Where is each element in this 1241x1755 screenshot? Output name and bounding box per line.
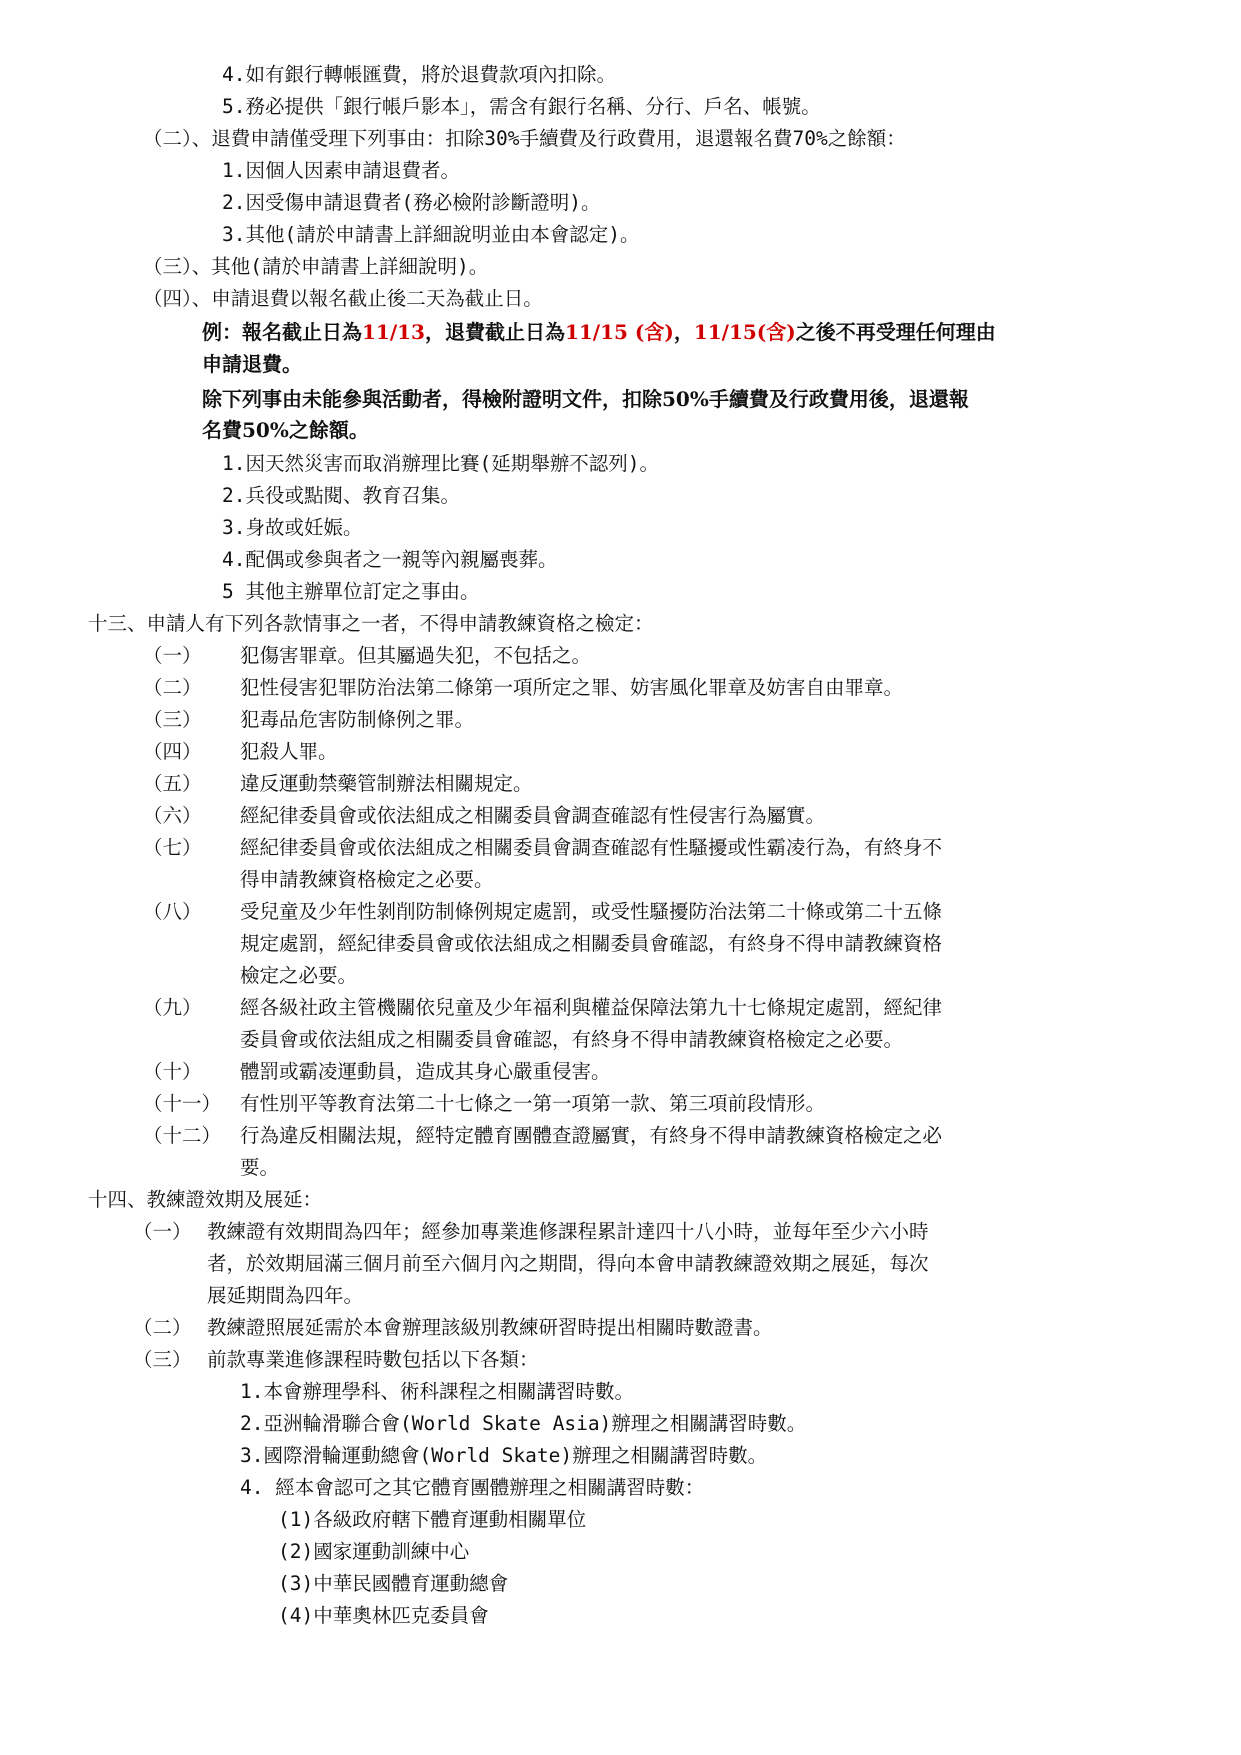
clause-text: 委員會或依法組成之相關委員會確認，有終身不得申請教練資格檢定之必要。 bbox=[240, 1028, 904, 1051]
clause-label: （七） bbox=[143, 836, 202, 859]
org-item: (1)各級政府轄下體育運動相關單位 bbox=[278, 1508, 587, 1531]
clause-label: （一） bbox=[143, 644, 202, 667]
exception-item: 3.身故或妊娠。 bbox=[222, 516, 363, 539]
exception-item: 1.因天然災害而取消辦理比賽(延期舉辦不認列)。 bbox=[222, 452, 659, 475]
refund-section-2-item: 1.因個人因素申請退費者。 bbox=[222, 159, 460, 182]
clause-text: 受兒童及少年性剝削防制條例規定處罰，或受性騷擾防治法第二十條或第二十五條 bbox=[240, 900, 943, 923]
clause-text: 有性別平等教育法第二十七條之一第一項第一款、第三項前段情形。 bbox=[240, 1092, 826, 1115]
refund-section-4: （四）、申請退費以報名截止後二天為截止日。 bbox=[143, 287, 543, 310]
exception-item: 2.兵役或點閱、教育召集。 bbox=[222, 484, 460, 507]
exception-line-1: 除下列事由未能參與活動者，得檢附證明文件，扣除50%手續費及行政費用後，退還報 bbox=[202, 387, 969, 411]
clause-text: 體罰或霸凌運動員，造成其身心嚴重侵害。 bbox=[240, 1060, 611, 1083]
clause-label: （二） bbox=[133, 1316, 192, 1339]
clause-text: 犯毒品危害防制條例之罪。 bbox=[240, 708, 475, 731]
org-item: (2)國家運動訓練中心 bbox=[278, 1540, 470, 1563]
clause-label: （四） bbox=[143, 740, 202, 763]
exception-item: 4.配偶或參與者之一親等內親屬喪葬。 bbox=[222, 548, 558, 571]
clause-label: （十二） bbox=[143, 1124, 222, 1147]
org-item: (4)中華奧林匹克委員會 bbox=[278, 1604, 489, 1627]
refund-section-2-item: 3.其他(請於申請書上詳細說明並由本會認定)。 bbox=[222, 223, 640, 246]
refund-deadline-repeat: 11/15(含) bbox=[693, 320, 796, 344]
registration-deadline: 11/13 bbox=[362, 320, 425, 344]
example-text: 例：報名截止日為 bbox=[202, 320, 362, 344]
clause-text: 違反運動禁藥管制辦法相關規定。 bbox=[240, 772, 533, 795]
refund-item-4: 4.如有銀行轉帳匯費，將於退費款項內扣除。 bbox=[222, 63, 616, 86]
clause-label: （十一） bbox=[143, 1092, 222, 1115]
clause-text: 教練證有效期間為四年；經參加專業進修課程累計達四十八小時，並每年至少六小時 bbox=[207, 1220, 929, 1243]
refund-section-2-item: 2.因受傷申請退費者(務必檢附診斷證明)。 bbox=[222, 191, 601, 214]
clause-label: （九） bbox=[143, 996, 202, 1019]
clause-text: 得申請教練資格檢定之必要。 bbox=[240, 868, 494, 891]
refund-item-5: 5.務必提供「銀行帳戶影本」，需含有銀行名稱、分行、戶名、帳號。 bbox=[222, 95, 821, 118]
refund-section-3: （三）、其他(請於申請書上詳細說明)。 bbox=[143, 255, 489, 278]
clause-text: 者，於效期屆滿三個月前至六個月內之期間，得向本會申請教練證效期之展延，每次 bbox=[207, 1252, 929, 1275]
clause-label: （八） bbox=[143, 900, 202, 923]
clause-label: （三） bbox=[133, 1348, 192, 1371]
clause-text: 行為違反相關法規，經特定體育團體查證屬實，有終身不得申請教練資格檢定之必 bbox=[240, 1124, 943, 1147]
clause-text: 要。 bbox=[240, 1156, 280, 1179]
section-14-title: 十四、教練證效期及展延： bbox=[88, 1188, 323, 1211]
clause-text: 經各級社政主管機關依兒童及少年福利與權益保障法第九十七條規定處罰，經紀律 bbox=[240, 996, 943, 1019]
clause-text: 經紀律委員會或依法組成之相關委員會調查確認有性侵害行為屬實。 bbox=[240, 804, 826, 827]
clause-text: 犯傷害罪章。但其屬過失犯，不包括之。 bbox=[240, 644, 592, 667]
clause-label: （二） bbox=[143, 676, 202, 699]
hours-item: 3.國際滑輪運動總會(World Skate)辦理之相關講習時數。 bbox=[240, 1444, 768, 1467]
clause-label: （一） bbox=[133, 1220, 192, 1243]
example-text: 之後不再受理任何理由 bbox=[795, 320, 996, 344]
example-line-2: 申請退費。 bbox=[202, 352, 302, 376]
hours-item: 4. 經本會認可之其它體育團體辦理之相關講習時數： bbox=[240, 1476, 705, 1499]
example-text: ， bbox=[673, 320, 694, 344]
example-line-1 bbox=[202, 320, 996, 344]
clause-label: （三） bbox=[143, 708, 202, 731]
refund-deadline: 11/15 (含) bbox=[564, 320, 674, 344]
section-13-title: 十三、申請人有下列各款情事之一者，不得申請教練資格之檢定： bbox=[88, 612, 654, 635]
clause-text: 犯殺人罪。 bbox=[240, 740, 338, 763]
refund-section-2: （二）、退費申請僅受理下列事由：扣除30%手續費及行政費用，退還報名費70%之餘額： bbox=[143, 127, 906, 150]
clause-text: 展延期間為四年。 bbox=[207, 1284, 364, 1307]
org-item: (3)中華民國體育運動總會 bbox=[278, 1572, 509, 1595]
hours-item: 2.亞洲輪滑聯合會(World Skate Asia)辦理之相關講習時數。 bbox=[240, 1412, 807, 1435]
exception-item: 5 其他主辦單位訂定之事由。 bbox=[222, 580, 480, 603]
clause-text: 前款專業進修課程時數包括以下各類： bbox=[207, 1348, 539, 1371]
clause-label: （六） bbox=[143, 804, 202, 827]
clause-text: 經紀律委員會或依法組成之相關委員會調查確認有性騷擾或性霸凌行為，有終身不 bbox=[240, 836, 943, 859]
clause-label: （五） bbox=[143, 772, 202, 795]
clause-text: 教練證照展延需於本會辦理該級別教練研習時提出相關時數證書。 bbox=[207, 1316, 773, 1339]
example-text: ，退費截止日為 bbox=[424, 320, 565, 344]
hours-item: 1.本會辦理學科、術科課程之相關講習時數。 bbox=[240, 1380, 634, 1403]
clause-text: 規定處罰，經紀律委員會或依法組成之相關委員會確認，有終身不得申請教練資格 bbox=[240, 932, 943, 955]
exception-line-2: 名費50%之餘額。 bbox=[202, 418, 369, 442]
clause-text: 檢定之必要。 bbox=[240, 964, 358, 987]
clause-label: （十） bbox=[143, 1060, 202, 1083]
clause-text: 犯性侵害犯罪防治法第二條第一項所定之罪、妨害風化罪章及妨害自由罪章。 bbox=[240, 676, 904, 699]
